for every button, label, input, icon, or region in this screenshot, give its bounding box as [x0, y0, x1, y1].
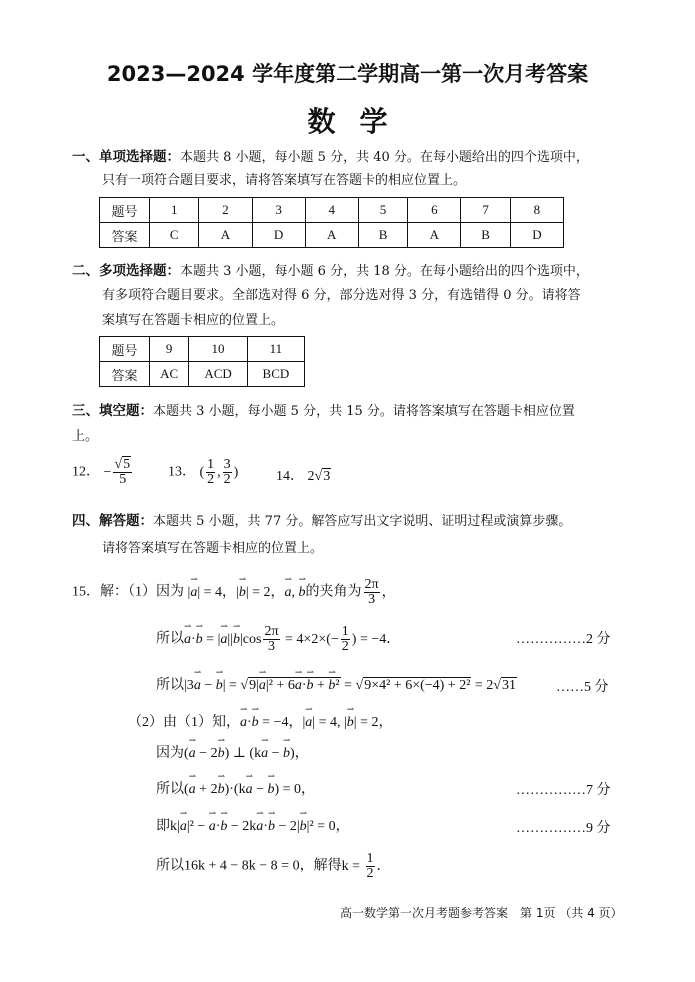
answer-table-1 — [99, 197, 564, 248]
table-cell: 2 — [199, 198, 252, 223]
answer-table-2 — [99, 336, 305, 387]
q15-result-line: 所以16k + 4 − 8k − 8 = 0 — [156, 858, 300, 874]
q12-label: 12． — [72, 464, 100, 480]
table-cell: A — [305, 223, 358, 248]
answer-12 — [72, 458, 134, 487]
section2-line1 — [72, 262, 589, 281]
q15-score-4: ……………9 分 — [516, 821, 611, 836]
table-cell: 3 — [252, 198, 305, 223]
table-row — [100, 362, 305, 387]
q15-dot-product: ⇀ a·⇀ b = |⇀ a||⇀ b|cos $\frac{2\pi}{3}$ = 4×2×(− $\frac{1}{2}$ ) = −4． — [184, 632, 400, 647]
q13-label: 13． — [168, 464, 196, 480]
section3-line1 — [72, 402, 575, 421]
section2-text1: 本题共 3 小题，每小题 6 分，共 18 分。在每小题给出的四个选项中， — [180, 264, 589, 279]
q15-yinwei: 因为 — [156, 746, 184, 761]
q15-score-2: ……5 分 — [556, 680, 609, 695]
table-label-answer: 答案 — [100, 362, 150, 387]
q15-line6 — [156, 778, 315, 798]
section1-text1: 本题共 8 小题，每小题 5 分，共 40 分。在每小题给出的四个选项中， — [180, 150, 589, 165]
table-cell: A — [408, 223, 461, 248]
q15-suoyi-1: 所以 — [156, 631, 184, 647]
section3-text1: 本题共 3 小题，每小题 5 分，共 15 分。请将答案填写在答题卡相应位置 — [153, 404, 575, 419]
table-cell: 9 — [150, 337, 189, 362]
page-title: 2023—2024 学年度第二学期高一第一次月考答案 — [106, 62, 589, 86]
q15-line1 — [72, 578, 396, 607]
table-cell: 5 — [358, 198, 407, 223]
table-label-answer: 答案 — [100, 223, 150, 248]
answer-14 — [276, 465, 331, 485]
q15-jiede: ，解得 — [299, 858, 342, 874]
table-cell: D — [252, 223, 305, 248]
section4-heading: 四、解答题： — [72, 513, 153, 529]
q15-line2 — [156, 625, 400, 654]
q14-answer: 2√3 — [307, 469, 331, 484]
answer-13 — [168, 458, 238, 487]
q15-score-3: ……………7 分 — [516, 783, 611, 798]
q15-k-value: k = $\frac{1}{2}$ ． — [341, 851, 391, 881]
table-cell: A — [199, 223, 252, 248]
section2-heading: 二、多项选择题： — [72, 263, 180, 279]
q15-expansion: k|⇀ a|² − ⇀ a·⇀ b − 2k⇀ a·⇀ b − 2|⇀ b|² = 0， — [170, 819, 350, 834]
q15-suoyi-2: 所以 — [156, 678, 184, 693]
q15-angle: $\frac{2\pi}{3}$ ， — [364, 577, 396, 607]
table-cell: C — [150, 223, 199, 248]
q15-line5 — [156, 742, 309, 762]
section4-text1: 本题共 5 小题，共 77 分。解答应写出文字说明、证明过程或演算步骤。 — [153, 514, 572, 529]
q15-suoyi-3: 所以 — [156, 782, 184, 797]
q15-score-1: ……………2 分 — [516, 632, 611, 647]
q15-magnitude: |3⇀ a − ⇀ b| = √9|⇀ a|² + 6⇀ a·⇀ b + ⇀ b² = √9×4² + 6×(−4) + 2² = 2√31 — [184, 678, 517, 693]
section1-text2: 只有一项符合题目要求，请将答案填写在答题卡的相应位置上。 — [102, 173, 467, 188]
q15-line7 — [156, 815, 350, 835]
q15-part1: （1）因为 — [128, 584, 184, 600]
q15-perpendicular: (⇀ a − 2⇀ b) ⊥ (k⇀ a − ⇀ b)， — [184, 746, 309, 761]
q15-line3 — [156, 674, 517, 694]
q15-angle-text: 的夹角为 — [305, 584, 362, 600]
table-row — [100, 337, 305, 362]
section2-text2: 有多项符合题目要求。全部选对得 6 分，部分选对得 3 分，有选错得 0 分。请将答 — [102, 288, 581, 303]
q12-answer: − $\frac{√5}{5}$ — [103, 457, 131, 487]
section4-line1 — [72, 512, 571, 531]
table-cell: 10 — [189, 337, 248, 362]
table-label-question: 题号 — [100, 337, 150, 362]
table-cell: BCD — [247, 362, 304, 387]
q14-label: 14． — [276, 469, 304, 484]
q15-part2: （2）由（1）知， — [128, 715, 240, 730]
q15-label: 15．解： — [72, 584, 128, 600]
q15-ji: 即 — [156, 819, 170, 834]
table-cell: AC — [150, 362, 189, 387]
table-cell: 11 — [247, 337, 304, 362]
section2-text3: 案填写在答题卡相应的位置上。 — [102, 313, 285, 328]
table-label-question: 题号 — [100, 198, 150, 223]
table-cell: B — [358, 223, 407, 248]
table-cell: B — [461, 223, 510, 248]
table-row — [100, 223, 564, 248]
section4-text2: 请将答案填写在答题卡相应的位置上。 — [102, 541, 324, 556]
section1-heading: 一、单项选择题： — [72, 149, 180, 165]
page-footer: 高一数学第一次月考题参考答案 第 1页 （共 4 页） — [340, 906, 623, 920]
table-cell: D — [510, 223, 563, 248]
table-cell: 1 — [150, 198, 199, 223]
table-cell: 8 — [510, 198, 563, 223]
table-cell: ACD — [189, 362, 248, 387]
q15-line4 — [128, 711, 392, 731]
q15-given: |⇀ a| = 4，|⇀ b| = 2，⇀ a, ⇀ b — [188, 585, 306, 600]
table-cell: 6 — [408, 198, 461, 223]
section1-line1 — [72, 148, 589, 167]
section3-text2: 上。 — [72, 429, 99, 444]
table-row — [100, 198, 564, 223]
q15-recall: ⇀ a·⇀ b = −4，|⇀ a| = 4, |⇀ b| = 2， — [240, 715, 392, 730]
table-cell: 7 — [461, 198, 510, 223]
table-cell: 4 — [305, 198, 358, 223]
q15-line8 — [156, 852, 391, 881]
section3-heading: 三、填空题： — [72, 403, 153, 419]
q13-answer: ( $\frac{1}{2}$ , $\frac{3}{2}$ ) — [199, 457, 239, 487]
q15-zero-product: (⇀ a + 2⇀ b)·(k⇀ a − ⇀ b) = 0， — [184, 782, 315, 797]
subject-title: 数学 — [307, 105, 412, 138]
